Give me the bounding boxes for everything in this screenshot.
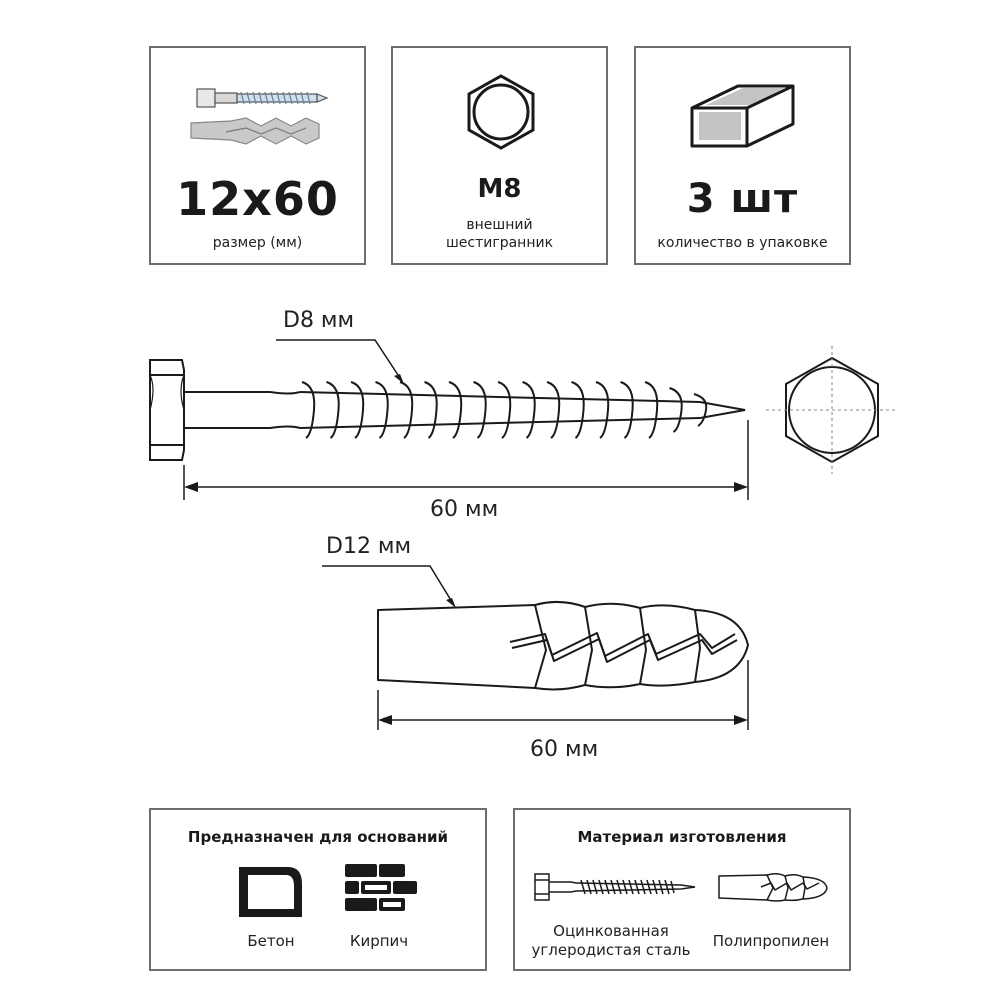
plastic-anchor-icon [715, 868, 835, 908]
bases-card [149, 808, 487, 971]
concrete-block-icon [236, 862, 306, 922]
anchor-drawing [0, 560, 1000, 760]
screw-drawing [0, 320, 1000, 560]
qty-card [634, 46, 851, 265]
package-box-icon [636, 48, 853, 158]
hex-nut-icon [393, 48, 610, 158]
brick-label: Кирпич [349, 932, 409, 950]
thread-loop [400, 382, 412, 438]
hex-caption-line2: шестигранник [445, 235, 554, 251]
thread-loop [694, 394, 706, 426]
size-caption: размер (мм) [212, 235, 303, 251]
thread-loop [645, 382, 657, 438]
anchor-length-label: 60 мм [530, 737, 599, 762]
thread-loop [572, 382, 584, 438]
thread-loop [449, 382, 461, 438]
steel-label-line1: Оцинкованная [553, 922, 669, 940]
anchor-diameter-label: D12 мм [326, 534, 412, 559]
brick-wall-icon [343, 862, 423, 922]
thread-loop [302, 382, 314, 438]
hex-value: M8 [477, 174, 522, 204]
thread-loop [474, 382, 486, 438]
qty-value: 3 шт [686, 176, 799, 222]
thread-loop [498, 382, 510, 438]
hex-card [391, 46, 608, 265]
qty-caption: количество в упаковке [657, 235, 828, 251]
steel-screw-icon [531, 868, 701, 908]
plastic-label: Полипропилен [712, 932, 830, 950]
bases-title: Предназначен для оснований [187, 828, 449, 846]
thread-loop [523, 382, 535, 438]
hex-caption-line1: внешний [466, 217, 533, 233]
thread-loop [621, 382, 633, 438]
steel-label-line2: углеродистая сталь [531, 941, 691, 959]
thread-loop [547, 382, 559, 438]
material-card [513, 808, 851, 971]
thread-loop [596, 382, 608, 438]
screw-length-label: 60 мм [430, 497, 499, 522]
size-card [149, 46, 366, 265]
size-value: 12x60 [176, 172, 339, 226]
thread-loop [351, 382, 363, 438]
concrete-label: Бетон [247, 932, 295, 950]
material-title: Материал изготовления [577, 828, 787, 846]
thread-loop [327, 382, 339, 438]
thread-loop [425, 382, 437, 438]
screw-diameter-label: D8 мм [283, 308, 355, 333]
screw-anchor-photo-icon [151, 48, 368, 158]
thread-loop [376, 382, 388, 438]
thread-loop [670, 388, 682, 432]
